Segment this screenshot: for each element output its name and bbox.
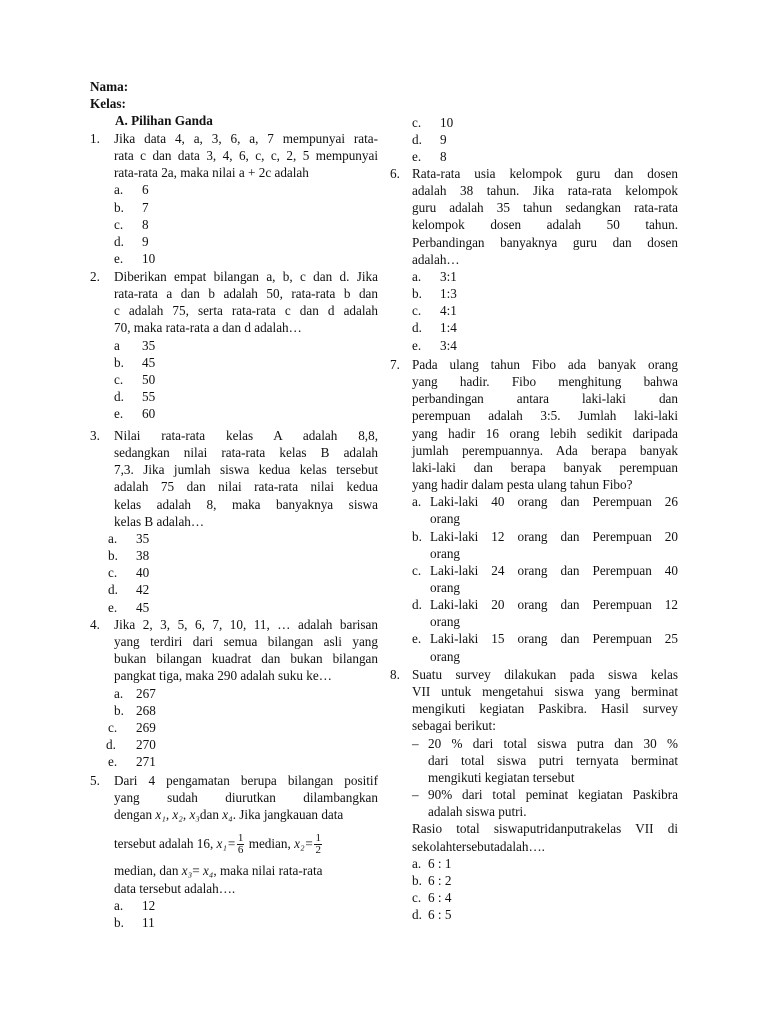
question-number: 8. xyxy=(390,667,400,682)
question-line: laki-laki dan berapa banyak perempuan xyxy=(412,459,678,475)
question-line: Suatu survey dilakukan pada siswa kelas xyxy=(412,667,678,682)
question-number: 1. xyxy=(90,131,100,146)
option-letter: e. xyxy=(108,599,118,615)
option-text: Laki-laki 40 orang dan Perempuan 26 xyxy=(430,494,678,510)
bullet-line: 90% dari total peminat kegiatan Paskibra xyxy=(428,787,678,803)
q5-math: x₂= xyxy=(294,836,314,851)
option-letter: d. xyxy=(412,132,422,147)
fraction-denominator: 6 xyxy=(237,844,244,857)
option-text: orang xyxy=(430,545,461,561)
question-line: Jika 2, 3, 5, 6, 7, 10, 11, … adalah barisan xyxy=(114,617,378,632)
option-value: 11 xyxy=(142,915,155,930)
option-value: 9 xyxy=(142,233,149,249)
option-letter: a. xyxy=(412,494,422,510)
q5-math: x₄ xyxy=(222,807,233,822)
option-letter: c. xyxy=(412,889,422,905)
question-line: sedangkan nilai rata-rata kelas B adalah xyxy=(114,445,378,461)
option-text: orang xyxy=(430,579,461,595)
question-line: adalah… xyxy=(412,251,460,267)
q5-line xyxy=(114,806,343,823)
question-line: VII untuk mengetahui siswa yang berminat xyxy=(412,684,678,700)
option-letter: e. xyxy=(412,149,422,164)
option-value: 8 xyxy=(142,216,149,232)
option-value: 267 xyxy=(136,685,156,701)
option-value: 10 xyxy=(440,115,454,130)
q5-text: dengan xyxy=(114,807,156,822)
option-value: 50 xyxy=(142,371,156,387)
option-value: 55 xyxy=(142,389,156,405)
question-number: 7. xyxy=(390,357,400,372)
option-value: 1:3 xyxy=(440,286,457,302)
option-value: 38 xyxy=(136,548,150,564)
option-letter: c. xyxy=(412,115,422,130)
option-letter: b. xyxy=(108,548,118,564)
q5-line: Dari 4 pengamatan berupa bilangan positif xyxy=(114,773,378,788)
question-line: rata c dan data 3, 4, 6, c, c, 2, 5 mempunyai xyxy=(114,148,378,164)
option-text: Laki-laki 24 orang dan Perempuan 40 xyxy=(430,562,678,578)
option-letter: b. xyxy=(114,199,124,215)
question-line: rata-rata a dan b adalah 50, rata-rata b dan xyxy=(114,286,378,302)
option-letter: e. xyxy=(412,631,422,647)
question-line: Jika data 4, a, 3, 6, a, 7 mempunyai rata- xyxy=(114,131,378,146)
section-title: A. Pilihan Ganda xyxy=(115,113,213,128)
option-letter: c. xyxy=(412,562,422,578)
question-number: 4. xyxy=(90,617,100,632)
option-letter: b. xyxy=(412,528,422,544)
name-label: Nama: xyxy=(90,79,129,94)
fraction-numerator: 1 xyxy=(237,832,244,845)
question-line: Nilai rata-rata kelas A adalah 8,8, xyxy=(114,428,378,443)
question-line: bukan bilangan kuadrat dan bukan bilangan xyxy=(114,651,378,667)
option-value: 60 xyxy=(142,406,156,422)
option-value: 271 xyxy=(136,754,156,770)
question-number: 3. xyxy=(90,428,100,443)
option-value: 7 xyxy=(142,199,149,215)
question-number: 6. xyxy=(390,166,400,181)
option-value: 35 xyxy=(142,337,156,353)
question-line: adalah 38 tahun. Jika rata-rata kelompok xyxy=(412,183,678,199)
option-letter: d. xyxy=(114,389,124,405)
option-letter: a. xyxy=(114,182,124,198)
option-letter: e. xyxy=(412,337,422,353)
question-line: Perbandingan banyaknya guru dan dosen xyxy=(412,234,678,250)
q5-text: = xyxy=(192,863,203,878)
question-line: yang terdiri dari semua bilangan asli yang xyxy=(114,634,378,650)
option-value: 4:1 xyxy=(440,303,457,319)
option-text: orang xyxy=(430,614,461,630)
q5-text: , maka nilai rata-rata xyxy=(213,863,323,878)
question-line: 7,3. Jika jumlah siswa kedua kelas tersebut xyxy=(114,462,378,478)
option-letter: a. xyxy=(114,898,124,913)
option-value: 45 xyxy=(136,599,150,615)
fraction-denominator: 2 xyxy=(315,844,321,857)
option-value: 3:1 xyxy=(440,268,457,284)
option-letter: d. xyxy=(412,597,422,613)
q5-line xyxy=(114,862,323,879)
question-line: kelas adalah 8, maka banyaknya siswa xyxy=(114,496,378,512)
bullet-line: 20 % dari total siswa putra dan 30 % xyxy=(428,735,678,751)
question-line: perbandingan antara laki-laki dan xyxy=(412,391,678,407)
q5-line: yang sudah diurutkan dilambangkan xyxy=(114,790,378,805)
q5-line xyxy=(114,832,380,856)
option-letter: a. xyxy=(412,268,422,284)
bullet-dash: – xyxy=(412,735,419,751)
option-value: 6 xyxy=(142,182,149,198)
option-letter: d. xyxy=(412,320,422,336)
fraction xyxy=(237,833,245,856)
option-letter: c. xyxy=(114,216,124,232)
option-letter: a. xyxy=(114,685,124,701)
option-value: 12 xyxy=(142,898,156,913)
q5-text: median, dan xyxy=(114,863,182,878)
option-letter: b. xyxy=(114,354,124,370)
q5-text: . Jika jangkauan data xyxy=(232,807,344,822)
question-number: 2. xyxy=(90,269,100,284)
option-value: 6 : 5 xyxy=(428,907,452,923)
option-value: 270 xyxy=(136,737,156,753)
bullet-line: mengikuti kegiatan tersebut xyxy=(428,769,575,785)
question-line: Rata-rata usia kelompok guru dan dosen xyxy=(412,166,678,181)
option-letter: c. xyxy=(108,719,118,735)
question-line: yang hadir 16 orang lebih sedikit daripada xyxy=(412,425,678,441)
q5-text: dan xyxy=(199,807,223,822)
option-letter: b. xyxy=(412,286,422,302)
option-value: 8 xyxy=(440,149,447,164)
question-line: 70, maka rata-rata a dan d adalah… xyxy=(114,320,302,336)
question-line: pangkat tiga, maka 290 adalah suku ke… xyxy=(114,668,332,684)
question-line: yang hadir dalam pesta ulang tahun Fibo? xyxy=(412,477,633,493)
option-value: 6 : 1 xyxy=(428,855,452,871)
q5-math: x₁= xyxy=(216,836,236,851)
q5-math: x₃ xyxy=(181,863,193,878)
question-line: sebagai berikut: xyxy=(412,718,496,734)
option-letter: d. xyxy=(106,737,116,753)
option-text: Laki-laki 20 orang dan Perempuan 12 xyxy=(430,597,678,613)
option-letter: a. xyxy=(412,855,422,871)
option-letter: a. xyxy=(108,530,118,546)
option-text: Laki-laki 15 orang dan Perempuan 25 xyxy=(430,631,678,647)
option-letter: c. xyxy=(114,371,124,387)
option-value: 35 xyxy=(136,530,150,546)
question-line: yang hadir. Fibo menghitung bahwa xyxy=(412,374,678,390)
question-line: adalah 75 dan nilai rata-rata nilai kedua xyxy=(114,479,378,495)
option-letter: c. xyxy=(412,303,422,319)
q5-line: data tersebut adalah…. xyxy=(114,881,236,896)
option-letter: e. xyxy=(114,251,124,267)
option-value: 40 xyxy=(136,565,150,581)
option-letter: b. xyxy=(114,702,124,718)
option-letter: c. xyxy=(108,565,118,581)
option-letter: d. xyxy=(412,907,422,923)
bullet-line: dari total siswa putri ternyata berminat xyxy=(428,752,678,768)
option-value: 45 xyxy=(142,354,156,370)
question-line: guru adalah 35 tahun sedangkan rata-rata xyxy=(412,200,678,216)
question-line: c adalah 75, serta rata-rata c dan d adalah xyxy=(114,303,378,319)
option-letter: a xyxy=(114,337,120,353)
option-value: 268 xyxy=(136,702,156,718)
question-line: mengikuti kegiatan Paskibra. Hasil survey xyxy=(412,701,678,717)
bullet-dash: – xyxy=(412,787,419,803)
option-letter: d. xyxy=(108,582,118,598)
option-letter: d. xyxy=(114,233,124,249)
question-line: Pada ulang tahun Fibo ada banyak orang xyxy=(412,357,678,372)
option-value: 9 xyxy=(440,132,447,147)
option-text: orang xyxy=(430,648,461,664)
q5-math: x₁, x₂, x₃ xyxy=(155,807,200,822)
question-line: Diberikan empat bilangan a, b, c dan d. Jika xyxy=(114,269,378,284)
question-line: jumlah perempuannya. Ada berapa banyak xyxy=(412,442,678,458)
question-line: perempuan adalah 3:5. Jumlah laki-laki xyxy=(412,408,678,424)
question-line: kelompok dosen adalah 50 tahun. xyxy=(412,217,678,233)
option-letter: b. xyxy=(114,915,124,930)
q5-text: median, xyxy=(245,836,295,851)
option-value: 1:4 xyxy=(440,320,457,336)
option-value: 10 xyxy=(142,251,156,267)
question-line: kelas B adalah… xyxy=(114,513,205,529)
question-line: sekolahtersebutadalah…. xyxy=(412,838,545,854)
q5-math: x₄ xyxy=(202,863,214,878)
question-line: rata-rata 2a, maka nilai a + 2c adalah xyxy=(114,165,309,181)
q5-text: tersebut adalah 16, xyxy=(114,836,217,851)
option-letter: b. xyxy=(412,872,422,888)
fraction-numerator: 1 xyxy=(315,832,321,845)
option-value: 269 xyxy=(136,719,156,735)
option-text: orang xyxy=(430,511,461,527)
option-value: 6 : 2 xyxy=(428,872,452,888)
option-value: 42 xyxy=(136,582,150,598)
bullet-line: adalah siswa putri. xyxy=(428,804,527,820)
fraction xyxy=(314,833,322,856)
class-label: Kelas: xyxy=(90,96,126,111)
q5-number: 5. xyxy=(90,773,100,788)
option-value: 6 : 4 xyxy=(428,889,452,905)
option-letter: e. xyxy=(108,754,118,770)
question-line: Rasio total siswaputridanputrakelas VII di xyxy=(412,821,678,837)
option-value: 3:4 xyxy=(440,337,457,353)
option-text: Laki-laki 12 orang dan Perempuan 20 xyxy=(430,528,678,544)
option-letter: e. xyxy=(114,406,124,422)
